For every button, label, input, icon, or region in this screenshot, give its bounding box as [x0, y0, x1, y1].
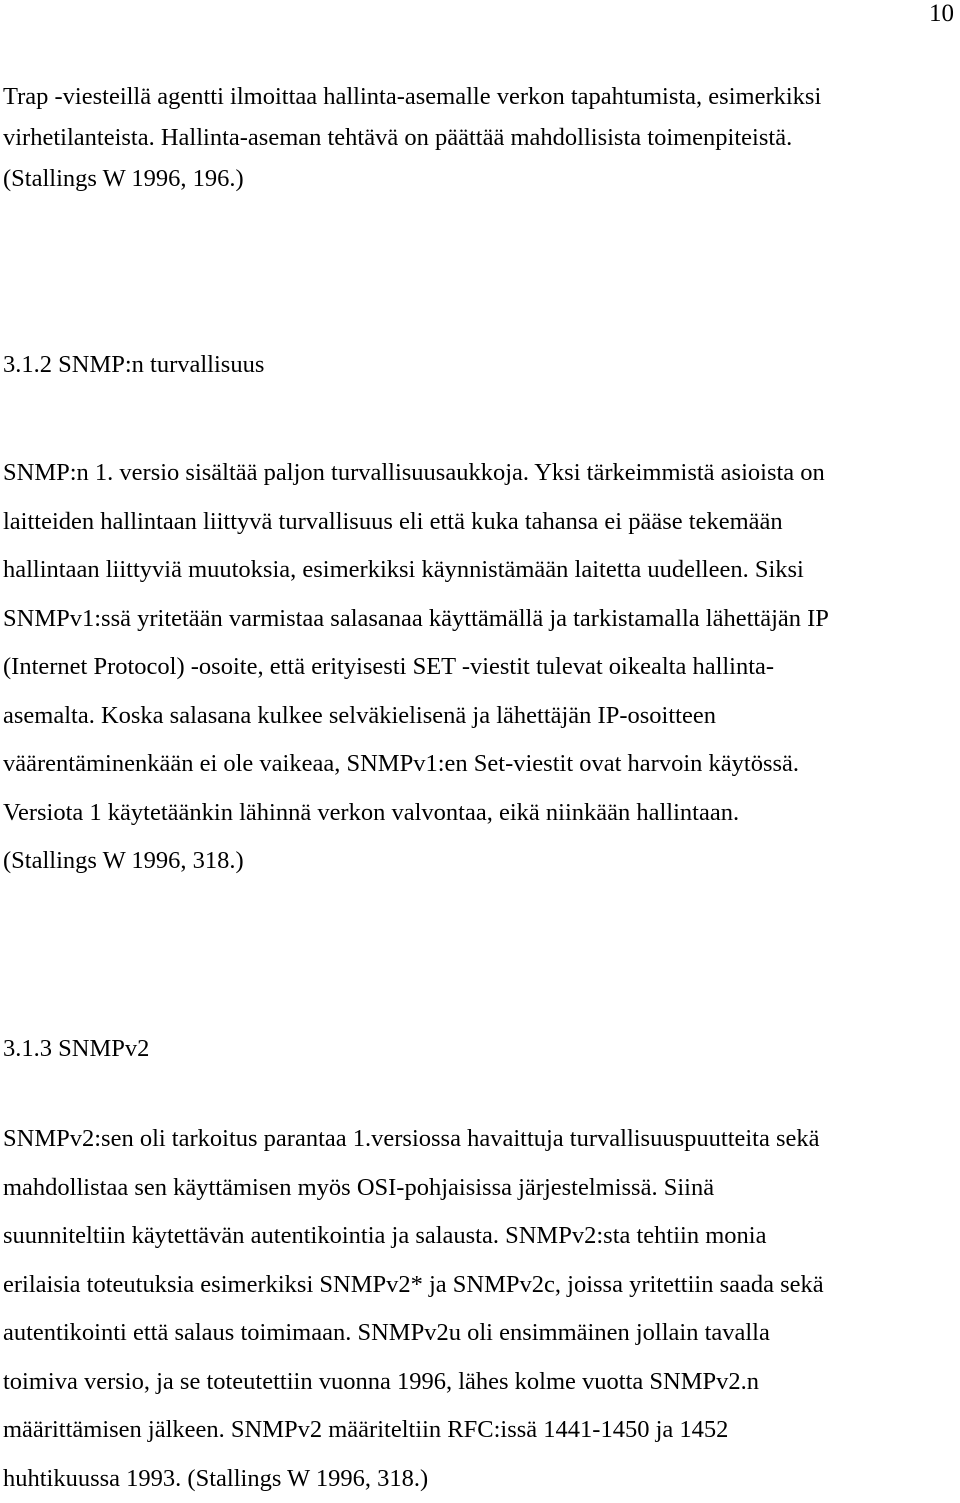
- paragraph-trap-messages: [3, 76, 957, 199]
- text-line: autentikointi että salaus toimimaan. SNMPv2u oli ensimmäinen jollain tavalla: [3, 1309, 957, 1358]
- text-line: suunniteltiin käytettävän autentikointia ja salausta. SNMPv2:sta tehtiin monia: [3, 1212, 957, 1261]
- section-heading-snmp-security: [3, 347, 957, 383]
- text-line: SNMPv2:sen oli tarkoitus parantaa 1.versiossa havaittuja turvallisuuspuutteita sekä: [3, 1115, 957, 1164]
- text-line: (Stallings W 1996, 196.): [3, 158, 957, 199]
- text-line: hallintaan liittyviä muutoksia, esimerkiksi käynnistämään laitetta uudelleen. Siksi: [3, 546, 957, 595]
- text-line: SNMPv1:ssä yritetään varmistaa salasanaa käyttämällä ja tarkistamalla lähettäjän IP: [3, 595, 957, 644]
- text-line: SNMP:n 1. versio sisältää paljon turvallisuusaukkoja. Yksi tärkeimmistä asioista on: [3, 449, 957, 498]
- paragraph-snmpv2: [3, 1115, 957, 1503]
- text-line: erilaisia toteutuksia esimerkiksi SNMPv2* ja SNMPv2c, joissa yritettiin saada sekä: [3, 1261, 957, 1310]
- text-line: Trap -viesteillä agentti ilmoittaa hallinta-asemalle verkon tapahtumista, esimerkiksi: [3, 76, 957, 117]
- text-line: huhtikuussa 1993. (Stallings W 1996, 318.): [3, 1455, 957, 1503]
- text-line: väärentäminenkään ei ole vaikeaa, SNMPv1:en Set-viestit ovat harvoin käytössä.: [3, 740, 957, 789]
- heading-text: 3.1.2 SNMP:n turvallisuus: [3, 347, 957, 383]
- text-line: (Stallings W 1996, 318.): [3, 837, 957, 886]
- text-line: laitteiden hallintaan liittyvä turvallisuus eli että kuka tahansa ei pääse tekemään: [3, 498, 957, 547]
- text-line: Versiota 1 käytetäänkin lähinnä verkon valvontaa, eikä niinkään hallintaan.: [3, 789, 957, 838]
- section-heading-snmpv2: [3, 1031, 957, 1067]
- page-number: 10: [929, 0, 954, 28]
- text-line: virhetilanteista. Hallinta-aseman tehtävä on päättää mahdollisista toimenpiteistä.: [3, 117, 957, 158]
- text-line: mahdollistaa sen käyttämisen myös OSI-pohjaisissa järjestelmissä. Siinä: [3, 1164, 957, 1213]
- text-line: (Internet Protocol) -osoite, että erityisesti SET -viestit tulevat oikealta hallinta-: [3, 643, 957, 692]
- text-line: asemalta. Koska salasana kulkee selväkielisenä ja lähettäjän IP-osoitteen: [3, 692, 957, 741]
- text-line: toimiva versio, ja se toteutettiin vuonna 1996, lähes kolme vuotta SNMPv2.n: [3, 1358, 957, 1407]
- heading-text: 3.1.3 SNMPv2: [3, 1031, 957, 1067]
- paragraph-snmp-security: [3, 449, 957, 886]
- text-line: määrittämisen jälkeen. SNMPv2 määriteltiin RFC:issä 1441-1450 ja 1452: [3, 1406, 957, 1455]
